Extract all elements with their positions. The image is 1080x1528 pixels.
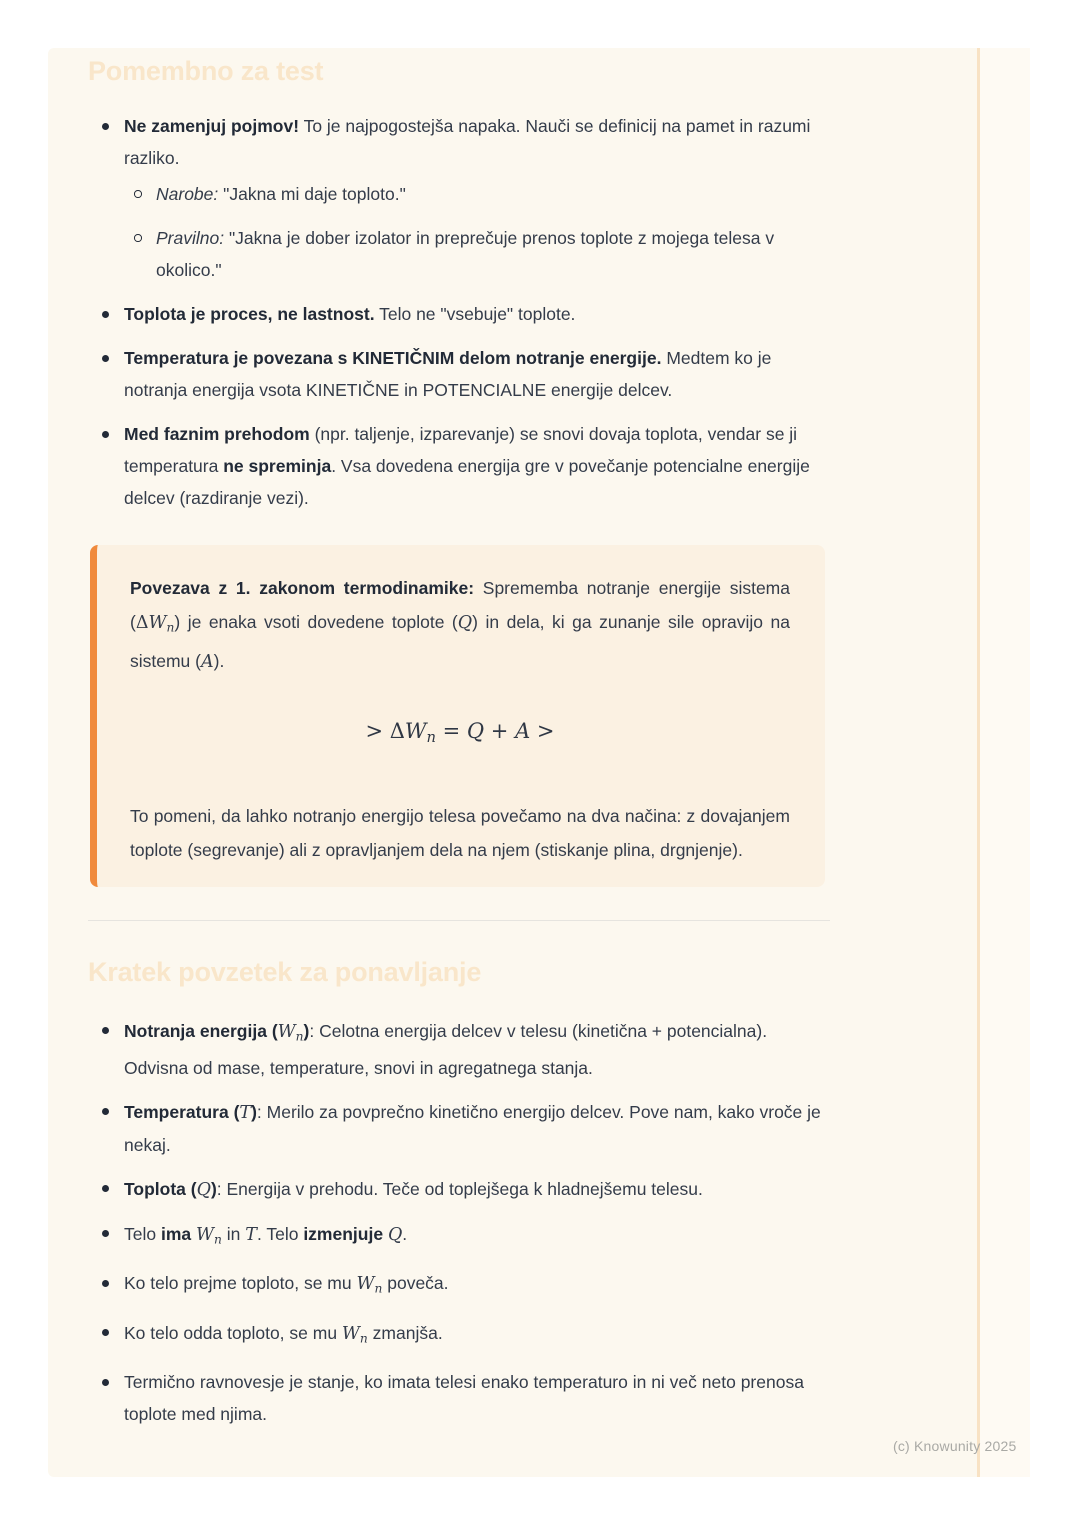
list-item-text: Ko telo odda toploto, se mu Wn zmanjša. [124, 1322, 443, 1346]
list-item [88, 1366, 830, 1430]
section-divider [88, 920, 830, 921]
callout-paragraph: Povezava z 1. zakonom termodinamike: Sprememba notranje energije sistema (ΔWn) je enaka vsoti dovedene toplote (Q) in dela, ki ga zunanje sile opravijo na sistemu (A). [130, 578, 790, 673]
document-content [48, 48, 978, 1430]
list-item [88, 298, 830, 330]
list-item [88, 1096, 830, 1161]
bullet-list-important [88, 110, 830, 514]
bullet-list-summary [88, 1015, 830, 1431]
list-item-text: Temperatura je povezana s KINETIČNIM delom notranje energije. Medtem ko je notranja energija vsota KINETIČNE in POTENCIALNE energije delcev. [124, 348, 772, 400]
section-heading-pomembno: Pomembno za test [88, 56, 324, 86]
document-card [48, 48, 978, 1477]
list-item [88, 1267, 830, 1304]
list-item [88, 1173, 830, 1206]
formula: > ΔWn = Q + A > [365, 719, 555, 747]
list-item-text: Termično ravnovesje je stanje, ko imata telesi enako temperaturo in ni več neto prenosa toplote med njima. [124, 1372, 804, 1425]
list-item-text: Notranja energija (Wn): Celotna energija delcev v telesu (kinetična + potencialna). Odvisna od mase, temperature, snovi in agregatnega stanja. [124, 1020, 768, 1078]
watermark: (c) Knowunity 2025 [893, 1438, 1017, 1454]
sub-list-item [124, 222, 830, 286]
list-item-text: Toplota (Q): Energija v prehodu. Teče od toplejšega k hladnejšemu telesu. [124, 1178, 703, 1200]
next-page-edge [980, 48, 1030, 1477]
list-item-text: Telo ima Wn in T. Telo izmenjuje Q. [124, 1223, 408, 1247]
list-item-text: Toplota je proces, ne lastnost. Telo ne "vsebuje" toplote. [124, 304, 576, 324]
list-item [88, 418, 830, 514]
callout-box [90, 545, 825, 887]
list-item [88, 1218, 830, 1255]
page-divider-line [977, 48, 980, 1477]
section-heading-povzetek: Kratek povzetek za ponavljanje [88, 956, 482, 987]
sub-list [124, 178, 830, 286]
list-item [88, 342, 830, 406]
list-item-text: Temperatura (T): Merilo za povprečno kinetično energijo delcev. Pove nam, kako vroče je nekaj. [124, 1101, 821, 1155]
sub-list-item [124, 178, 830, 210]
list-item-text: Ko telo prejme toploto, se mu Wn poveča. [124, 1273, 449, 1296]
callout-paragraph: To pomeni, da lahko notranjo energijo telesa povečamo na dva načina: z dovajanjem toplote (segrevanje) ali z opravljanjem dela na njem (stiskanje plina, drgnjenje). [130, 805, 790, 860]
sub-list-item-text: Pravilno: "Jakna je dober izolator in preprečuje prenos toplote z mojega telesa v okolico." [156, 228, 775, 280]
list-item [88, 1015, 830, 1084]
list-item-text: Ne zamenjuj pojmov! To je najpogostejša napaka. Nauči se definicij na pamet in razumi razliko. [124, 116, 811, 168]
list-item-text: Med faznim prehodom (npr. taljenje, izparevanje) se snovi dovaja toplota, vendar se ji temperatura ne spreminja. Vsa dovedena energija gre v povečanje potencialne energije delcev (razdiranje vezi). [124, 424, 810, 508]
list-item [88, 110, 830, 286]
sub-list-item-text: Narobe: "Jakna mi daje toploto." [156, 184, 406, 204]
list-item [88, 1317, 830, 1354]
